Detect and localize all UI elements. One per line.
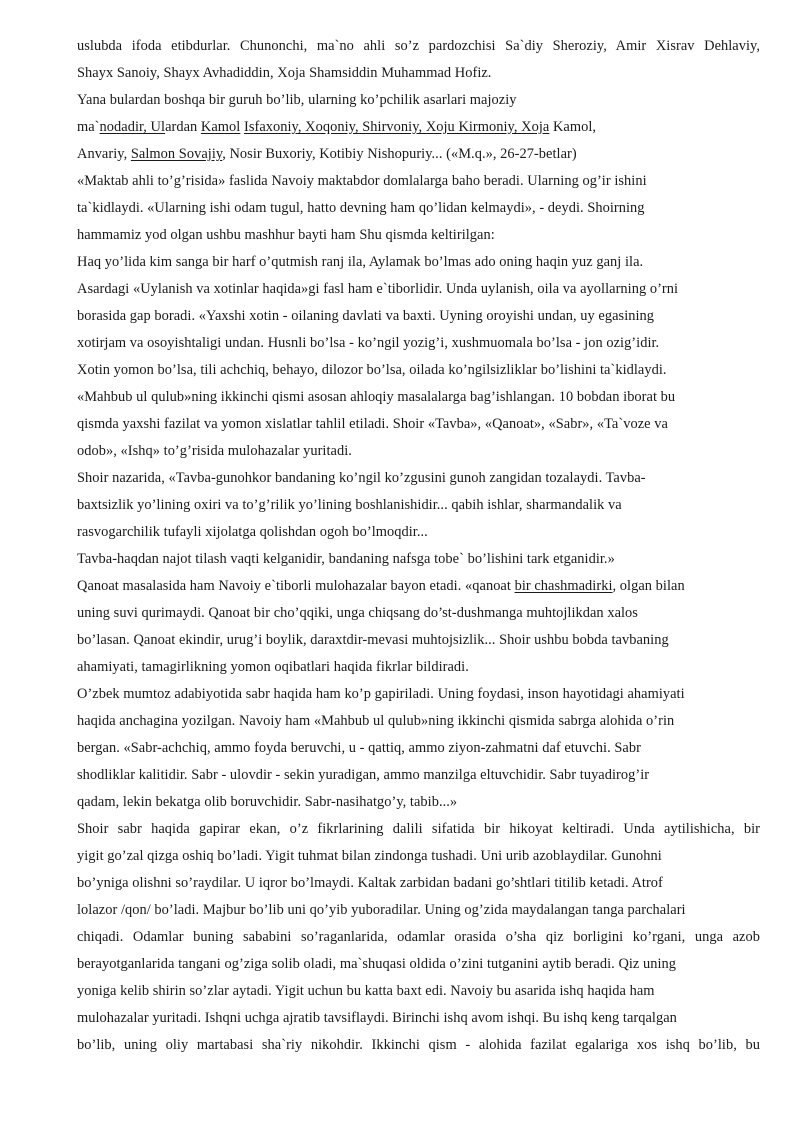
text-line: hammamiz yod olgan ushbu mashhur bayti ham Shu qismda keltirilgan: <box>77 227 495 243</box>
text-line: qadam, lekin bekatga olib boruvchidir. Sabr-nasihatgo’y, tabib...» <box>77 794 458 810</box>
text-line: ahamiyati, tamagirlikning yomon oqibatlari haqida fikrlar bildiradi. <box>77 659 469 675</box>
text-line: shodliklar kalitidir. Sabr - ulovdir - sekin yuradigan, ammo manzilga eltuvchidir. Sabr tuyadirog’ir <box>77 767 650 783</box>
text-line <box>77 118 596 136</box>
text-line: bo’lib, uning oliy martabasi sha`riy nikohdir. Ikkinchi qism - alohida fazilat egalariga xos ishq bo’lib, bu <box>77 1037 760 1053</box>
text-span: ma` <box>77 119 100 135</box>
underlined-text: Kamol <box>200 119 241 135</box>
text-line: Tavba-haqdan najot tilash vaqti kelganidir, bandaning nafsga tobe` bo’lishini tark etganidir.» <box>77 551 615 567</box>
underlined-text: Salmon Sovajiy <box>130 146 223 162</box>
text-span: Anvariy, <box>77 146 131 162</box>
text-line <box>77 577 685 595</box>
text-line: Asardagi «Uylanish va xotinlar haqida»gi fasl ham e`tiborlidir. Unda uylanish, oila va ayollarning o’rni <box>77 281 679 297</box>
text-line: Shoir sabr haqida gapirar ekan, o’z fikrlarining dalili sifatida bir hikoyat keltiradi. Unda aytilishicha, bir <box>77 821 760 837</box>
text-span: ardan <box>165 119 201 135</box>
text-line <box>77 145 577 163</box>
text-span: , Nosir Buxoriy, Kotibiy Nishopuriy... («M.q.», 26-27-betlar) <box>222 146 577 162</box>
text-line: Shayx Sanoiy, Shayx Avhadiddin, Xoja Shamsiddin Muhammad Hofiz. <box>77 65 492 81</box>
text-line: yigit go’zal qizga oshiq bo’ladi. Yigit tuhmat bilan zindonga tushadi. Uni urib azoblaydilar. Gunohni <box>77 848 662 864</box>
text-line: Xotin yomon bo’lsa, tili achchiq, behayo, dilozor bo’lsa, oilada ko’ngilsizliklar bo’lishini ta`kidlaydi. <box>77 362 667 378</box>
text-line: baxtsizlik yo’lining oxiri va to’g’rilik yo’lining boshlanishidir... qabih ishlar, sharmandalik va <box>77 497 622 513</box>
text-span: Kamol, <box>549 119 597 135</box>
text-line: chiqadi. Odamlar buning sababini so’raganlarida, odamlar orasida o’sha qiz borligini ko’rgani, unga azob <box>77 929 760 945</box>
text-line: Yana bulardan boshqa bir guruh bo’lib, ularning ko’pchilik asarlari majoziy <box>77 92 517 108</box>
text-line: borasida gap boradi. «Yaxshi xotin - oilaning davlati va baxti. Uyning oroyishi undan, uy egasining <box>77 308 655 324</box>
text-line: bo’lasan. Qanoat ekindir, urug’i boylik, daraxtdir-mevasi muhtojsizlik... Shoir ushbu bobda tavbaning <box>77 632 669 648</box>
text-line: ta`kidlaydi. «Ularning ishi odam tugul, hatto devning ham qo’lidan kelmaydi», - deydi. Shoirning <box>77 200 645 216</box>
text-line: mulohazalar yuritadi. Ishqni uchga ajratib tavsiflaydi. Birinchi ishq avom ishqi. Bu ishq keng tarqalgan <box>77 1010 677 1026</box>
text-span: Qanoat masalasida ham Navoiy e`tiborli mulohazalar bayon etadi. «qanoat <box>77 578 515 594</box>
underlined-text: nodadir, Ul <box>99 119 166 135</box>
text-line: Shoir nazarida, «Tavba-gunohkor bandaning ko’ngil ko’zgusini gunoh zangidan tozalaydi. Tavba- <box>77 470 646 486</box>
text-line: «Mahbub ul qulub»ning ikkinchi qismi asosan ahloqiy masalalarga bag’ishlangan. 10 bobdan iborat bu <box>77 389 676 405</box>
underlined-text: Isfaxoniy, Xoqoniy, Shirvoniy, Xoju Kirmoniy, Xoja <box>244 119 550 135</box>
text-line: bo’yniga olishni so’raydilar. U iqror bo’lmaydi. Kaltak zarbidan badani go’shtlari titilib ketadi. Atrof <box>77 875 663 891</box>
text-line: lolazor /qon/ bo’ladi. Majbur bo’lib uni qo’yib yuboradilar. Uning og’zida maydalangan tanga parchalari <box>77 902 686 918</box>
text-line: xotirjam va osoyishtaligi undan. Husnli bo’lsa - ko’ngil yozig’i, xushmuomala bo’lsa - jon ozig’idir. <box>77 335 660 351</box>
text-line: odob», «Ishq» to’g’risida mulohazalar yuritadi. <box>77 443 352 459</box>
text-line: haqida anchagina yozilgan. Navoiy ham «Mahbub ul qulub»ning ikkinchi qismida sabrga alohida o’rin <box>77 713 675 729</box>
text-line: uning suvi qurimaydi. Qanoat bir cho’qqiki, unga chiqsang do’st-dushmanga muhtojlikdan xalos <box>77 605 638 621</box>
underlined-text: bir chashmadirki <box>514 578 613 594</box>
text-line: yoniga kelib shirin so’zlar aytadi. Yigit uchun bu katta baxt edi. Navoiy bu asarida ishq haqida ham <box>77 983 655 999</box>
text-line: berayotganlarida tangani og’ziga solib oladi, ma`shuqasi oldida o’zini tutganini aytib beradi. Qiz uning <box>77 956 677 972</box>
text-line: qismda yaxshi fazilat va yomon xislatlar tahlil etiladi. Shoir «Tavba», «Qanoat», «Sabr», «Ta`voze va <box>77 416 668 432</box>
text-line: bergan. «Sabr-achchiq, ammo foyda beruvchi, u - qattiq, ammo ziyon-zahmatni daf etuvchi. Sabr <box>77 740 641 756</box>
text-span: , olgan bilan <box>612 578 685 594</box>
text-line: «Maktab ahli to’g’risida» faslida Navoiy maktabdor domlalarga baho beradi. Ularning og’ir ishini <box>77 173 647 189</box>
text-line: Haq yo’lida kim sanga bir harf o’qutmish ranj ila, Aylamak bo’lmas ado oning haqin yuz ganj ila. <box>77 254 644 270</box>
text-line: O’zbek mumtoz adabiyotida sabr haqida ham ko’p gapiriladi. Uning foydasi, inson hayotidagi ahamiyati <box>77 686 685 702</box>
text-line: rasvogarchilik tufayli xijolatga qolishdan ogoh bo’lmoqdir... <box>77 524 428 540</box>
text-line: uslubda ifoda etibdurlar. Chunonchi, ma`no ahli so’z pardozchisi Sa`diy Sheroziy, Amir Xisrav Dehlaviy, <box>77 38 760 54</box>
